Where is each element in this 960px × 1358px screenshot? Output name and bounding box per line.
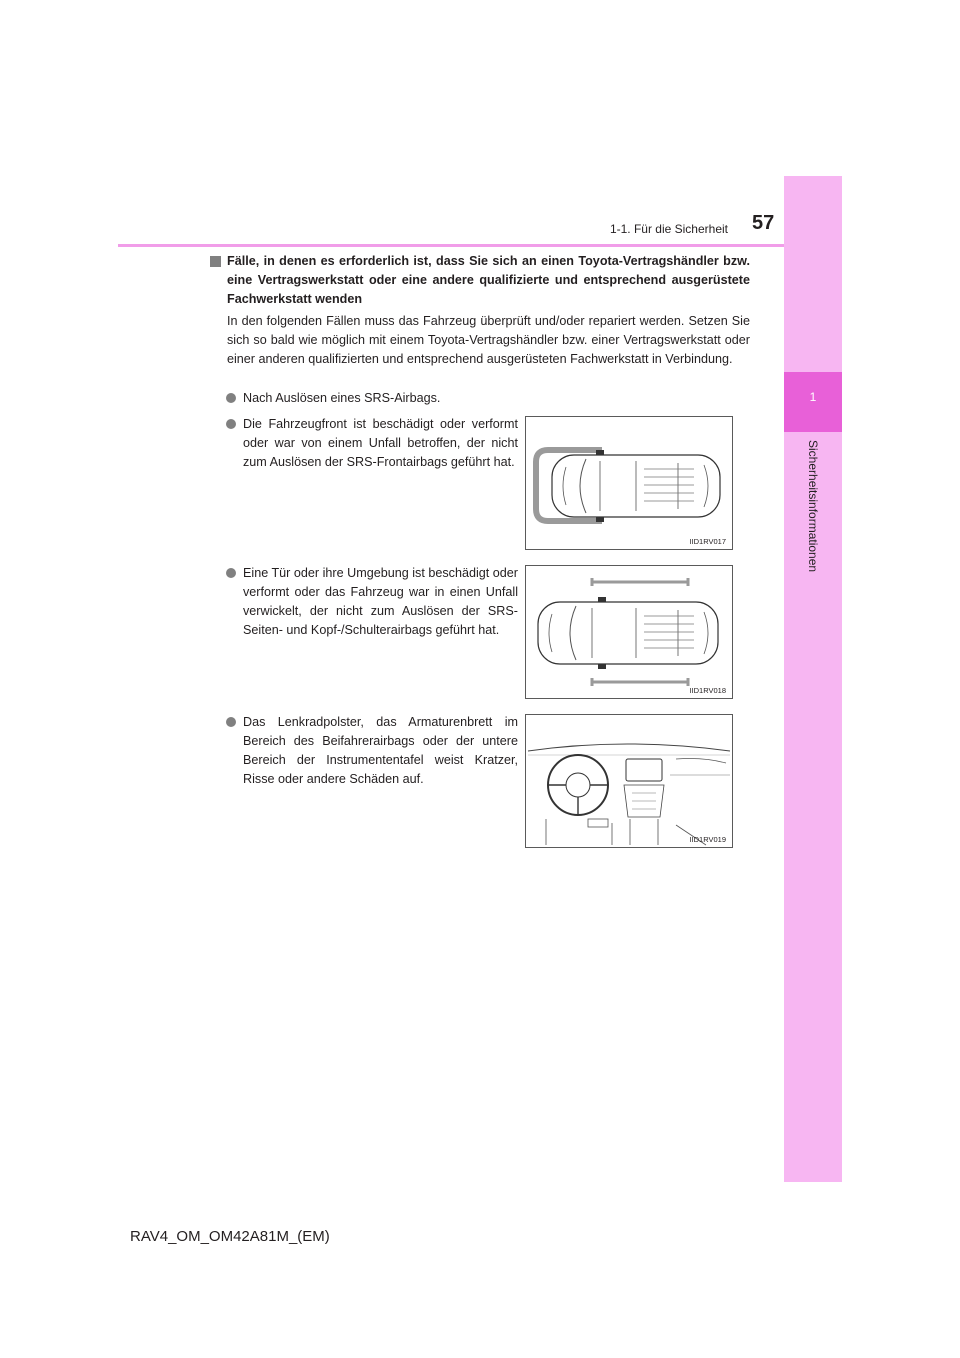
car-top-view-side-illustration bbox=[526, 566, 732, 698]
figure-side-damage bbox=[525, 565, 733, 699]
bullet-item bbox=[226, 713, 518, 789]
section-reference: 1-1. Für die Sicherheit bbox=[609, 222, 728, 236]
figure-id: IID1RV017 bbox=[689, 537, 726, 546]
section-intro: In den folgenden Fällen muss das Fahrzeug überprüft und/oder repariert werden. Setzen Sie sich so bald wie möglich mit einem Toyota-Vertragshändler bzw. einer Vertragswerkstatt oder einer anderen qualifizierten und entsprechend ausgerüsteten Fachwerkstatt in Verbindung. bbox=[227, 314, 750, 366]
section-heading bbox=[210, 252, 750, 309]
figure-dashboard-damage bbox=[525, 714, 733, 848]
round-bullet-icon bbox=[226, 419, 236, 429]
bullet-item bbox=[226, 564, 518, 640]
footer-model-code: RAV4_OM_OM42A81M_(EM) bbox=[130, 1228, 330, 1245]
round-bullet-icon bbox=[226, 393, 236, 403]
round-bullet-icon bbox=[226, 568, 236, 578]
header-rule bbox=[118, 244, 784, 247]
page-number: 57 bbox=[752, 212, 775, 234]
figure-front-damage bbox=[525, 416, 733, 550]
bullet-item bbox=[226, 415, 518, 472]
bullet-text: Nach Auslösen eines SRS-Airbags. bbox=[243, 391, 441, 405]
round-bullet-icon bbox=[226, 717, 236, 727]
section-content bbox=[210, 252, 750, 369]
figure-id: IID1RV018 bbox=[689, 686, 726, 695]
bullet-text: Das Lenkradpolster, das Armaturenbrett im Bereich des Beifahrerairbags oder der untere Bereich der Instrumententafel weist Kratzer, Risse oder andere Schäden auf. bbox=[243, 715, 518, 786]
square-bullet-icon bbox=[210, 256, 221, 267]
car-top-view-front-illustration bbox=[526, 417, 732, 549]
bullet-item bbox=[226, 389, 746, 408]
bullet-text: Eine Tür oder ihre Umgebung ist beschädigt oder verformt oder das Fahrzeug war in einen Unfall verwickelt, der nicht zum Auslösen der SRS-Seiten- und Kopf-/Schulterairbags geführt hat. bbox=[243, 566, 518, 637]
chapter-side-tab bbox=[784, 176, 842, 1182]
chapter-number: 1 bbox=[809, 390, 817, 404]
figure-id: IID1RV019 bbox=[689, 835, 726, 844]
section-heading-text: Fälle, in denen es erforderlich ist, dass Sie sich an einen Toyota-Vertragshändler bzw. eine Vertragswerkstatt oder eine andere qualifizierte und entsprechend ausgerüstete Fachwerkstatt wenden bbox=[227, 254, 750, 306]
bullet-text: Die Fahrzeugfront ist beschädigt oder verformt oder war von einem Unfall betroffen, der nicht zum Auslösen der SRS-Frontairbags geführt hat. bbox=[243, 417, 518, 469]
chapter-title-text: Sicherheitsinformationen bbox=[806, 440, 820, 573]
dashboard-illustration bbox=[526, 715, 732, 847]
chapter-title bbox=[806, 440, 820, 600]
